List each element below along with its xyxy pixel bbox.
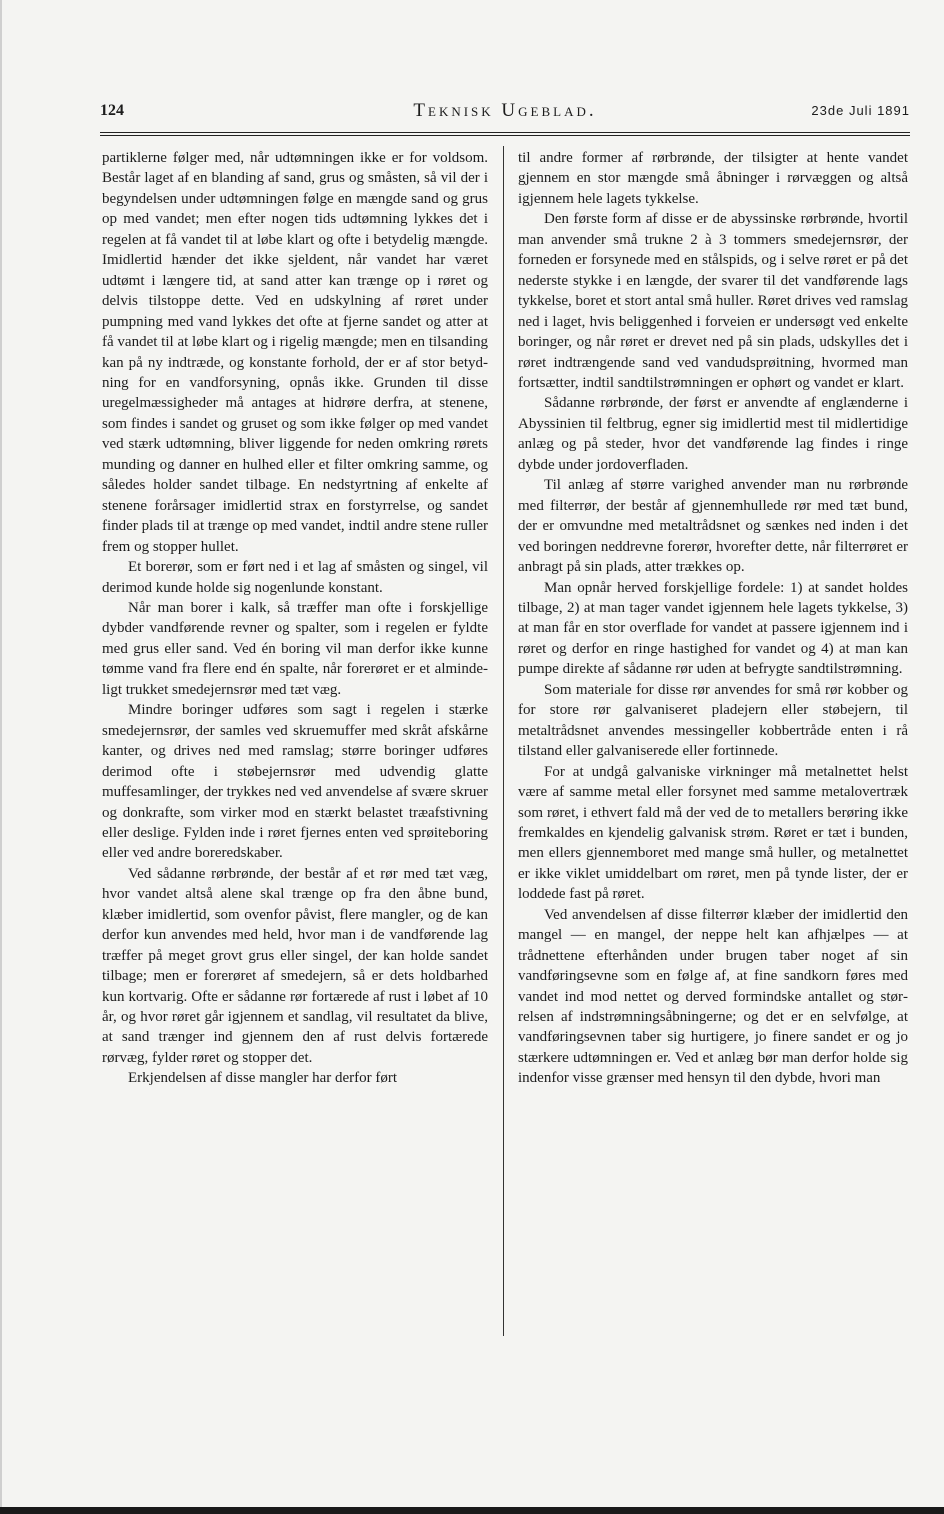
page-number: 124 [100,102,124,119]
paragraph: Mindre boringer udføres som sagt i regelen i stærke smedejernsrør, der samles ved skruemuffer med skråt afskårne kanter, og drives ned med ramslag; større boringer udføres derimod ofte i støbejernsrør med udvendig glatte muffesamlinger, der trykkes ned ved anvendelse af svære skruer og donkrafte, som virker mod en stærkt belastet træafstivning eller deslige. Fylden inde i røret fjernes enten ved sprøiteboring eller ved andre boreredskaber. [102,702,488,862]
page-header [100,100,910,130]
scan-bottom-border [0,1507,944,1514]
header-rule [100,132,910,136]
left-column [102,148,488,1089]
paragraph: Som materiale for disse rør anvendes for små rør kobber og for store rør galvaniseret pladejern eller støbejern, til metaltrådsnet anvendes messingeller kobbertråde enten i rå tilstand eller galvaniserede eller fortinnede. [518,681,908,760]
paragraph: For at undgå galvaniske virkninger må metalnettet helst være af samme metal eller forsynet med samme metalovertræk som røret, i ethvert fald må der ved de to metallers berøring ikke fremkaldes en kjendelig galvanisk strøm. Røret er tæt i bunden, men ellers gjennemboret med mange små huller, og metalnettet er ikke viklet umiddelbart om røret, men på tynde lister, der er loddede fast på røret. [518,763,908,903]
paragraph: Ved sådanne rørbrønde, der består af et rør med tæt væg, hvor vandet altså alene skal trænge op fra den åbne bund, klæber imidlertid, som ovenfor påvist, flere mangler, og de kan derfor kun anvendes med held, hvor man i de vandførende lag træffer på meget grovt grus eller singel, der kan holde sandet tilbage; men er forerøret af smedejern, så er dets holdbarhed kun kortvarig. Ofte er sådanne rør fortærede af rust i løbet af 10 år, og hvor røret går igjennem et sandlag, vil resultatet da blive, at sand trænger ind gjennem den af rust delvis fortærede rørvæg, fylder røret og stopper det. [102,865,488,1066]
paragraph: til andre former af rørbrønde, der tilsigter at hente vandet gjennem en stor mængde små åbninger i rørvæggen og altså igjennem hele lagets tykkelse. [518,150,908,207]
paragraph: Den første form af disse er de abyssinske rørbrønde, hvortil man anvender små trukne 2 à 3 tommers smedejernsrør, der forneden er forsynede med en stålspids, og i selve røret er på det nederste stykke i en længde, der svarer til det vandførende lags tykkelse, boret et stort antal små huller. Røret drives ved ramslag ned i laget, hvis beliggenhed i forveien er undersøgt ved enkelte boringer, og når røret er drevet ned på sin plads, udskylles det i røret indtrængende sand ved vandudsprøitning, hvormed man fortsætter, indtil sandtilstrømningen er ophørt og vandet er klart. [518,211,908,391]
issue-date: 23de Juli 1891 [811,103,910,118]
journal-title: Teknisk Ugeblad. [413,100,597,121]
paragraph: Når man borer i kalk, så træffer man ofte i forskjellige dybder vandførende revner og spalter, som i regelen er fyldte med grus eller sand. Ved én boring vil man derfor ikke kunne tømme vand fra flere end én spalte, når forerøret er et almindeligt trukket smedejernsrør med tæt væg. [102,599,488,698]
scan-edge [0,0,2,1514]
column-divider [503,146,504,1336]
paragraph: Et borerør, som er ført ned i et lag af småsten og singel, vil derimod kunde holde sig nogenlunde konstant. [102,559,488,596]
paragraph: Erkjendelsen af disse mangler har derfor ført [128,1070,398,1087]
paragraph: Til anlæg af større varighed anvender man nu rørbrønde med filterrør, der består af gjennemhullede rør med tæt bund, der er omvundne med metaltrådsnet og sænkes ned inden i det ved boringen neddrevne forerør, hvorefter dette, når filterrøret er anbragt på sin plads, atter trækkes op. [518,477,908,576]
paragraph: Man opnår herved forskjellige fordele: 1) at sandet holdes tilbage, 2) at man tager vandet igjennem hele lagets tykkelse, 3) at man får en stor overflade for vandet at passere igjennem ind i røret og derfor en ringe hastighed for vandet og 4) at man kan pumpe direkte af sådanne rør uden at befrygte sandtilstrømning. [518,579,908,678]
right-column [518,148,908,1089]
paragraph: Sådanne rørbrønde, der først er anvendte af englænderne i Abyssinien til feltbrug, egner sig imidlertid mest til midlertidige anlæg og på steder, hvor det vandførende lag findes i ringe dybde under jordoverfladen. [518,395,908,473]
paragraph: partiklerne følger med, når udtømningen ikke er for voldsom. Består laget af en blanding af sand, grus og småsten, så vil der i begyndelsen under udtømningen følge en mængde sand og grus op med vandet; men efter nogen tids udtømning lykkes det i regelen at få vandet til at løbe klart og ofte i betydelig mængde. Imidlertid hænder det ikke sjeldent, når vandet har været udtømt i længere tid, at sand atter kan trænge op i røret og delvis tilstoppe dette. Ved en udskylning af røret under pumpning med vand lykkes det ofte at fjerne sandet og atter at få vandet til at løbe klart og i rigelig mængde; men en tilsanding kan på ny indtræde, og konstante forhold, der er af stor betydning for en vandforsyning, opnås ikke. Grunden til disse uregelmæssigheder må antages at hidrøre derfra, at stenene, som findes i sandet og gruset og som ikke følger op med vandet ved stærk udtømning, bliver liggende for neden omkring rørets munding og danner en hulhed eller et filter omkring samme, og således holder sandet tilbage. En nedstyrtning af enkelte af stenene forårsager imidlertid strax en forstyrrelse, og sandet finder plads til at trænge op med vandet, indtil andre stene ruller frem og stopper hullet. [102,150,488,555]
paragraph: Ved anvendelsen af disse filterrør klæber der imidlertid den mangel — en mangel, der neppe helt kan afhjælpes — at trådnettene efterhånden under brugen taber noget af sin vandføringsevne som en følge af, at fine sandkorn føres med vandet ind mod nettet og derved formindske antallet og størrelsen af indstrømningsåbningerne; og det er en selvfølge, at vandføringsevnen taber sig hurtigere, jo finere sandet er og jo stærkere udtømningen er. Ved et anlæg bør man derfor holde sig indenfor visse grænser med hensyn til den dybde, hvori man [518,906,908,1087]
